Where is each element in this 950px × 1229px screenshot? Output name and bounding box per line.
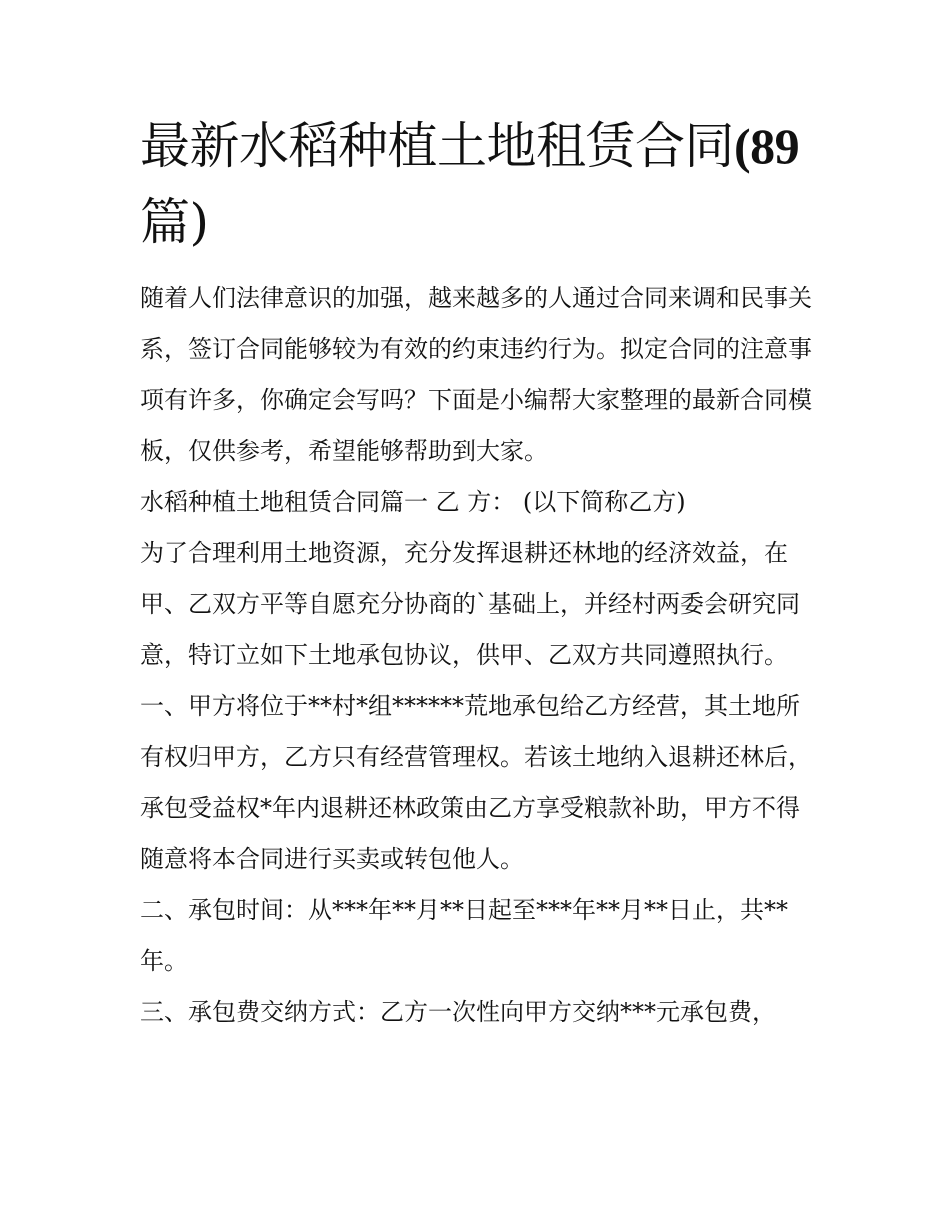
- document-page: [140, 108, 812, 1038]
- paragraph-section-heading: 水稻种植土地租赁合同篇一 乙 方： (以下简称乙方): [140, 488, 686, 516]
- title-text: 最新水稻种植土地租赁合同: [140, 117, 734, 175]
- paragraph-clause-1: 一、甲方将位于**村*组******荒地承包给乙方经营，其土地所有权归甲方，乙方只有经营管理权。若该土地纳入退耕还林后，承包受益权*年内退耕还林政策由乙方享受粮款补助，甲方不得随意将本合同进行买卖或转包他人。: [140, 692, 812, 873]
- document-title: [140, 108, 812, 260]
- paragraph-intro: 随着人们法律意识的加强，越来越多的人通过合同来调和民事关系，签订合同能够较为有效的约束违约行为。拟定合同的注意事项有许多，你确定会写吗？下面是小编帮大家整理的最新合同模板，仅供参考，希望能够帮助到大家。: [140, 284, 812, 465]
- paragraph-preamble: 为了合理利用土地资源，充分发挥退耕还林地的经济效益，在甲、乙双方平等自愿充分协商的`基础上，并经村两委会研究同意，特订立如下土地承包协议，供甲、乙双方共同遵照执行。: [140, 539, 800, 669]
- document-body: [140, 273, 812, 1038]
- title-line2: 篇): [140, 193, 209, 251]
- title-count: (89: [734, 118, 800, 174]
- paragraph-clause-2: 二、承包时间：从***年**月**日起至***年**月**日止，共**年。: [140, 896, 788, 975]
- paragraph-clause-3: 三、承包费交纳方式：乙方一次性向甲方交纳***元承包费，: [140, 998, 776, 1026]
